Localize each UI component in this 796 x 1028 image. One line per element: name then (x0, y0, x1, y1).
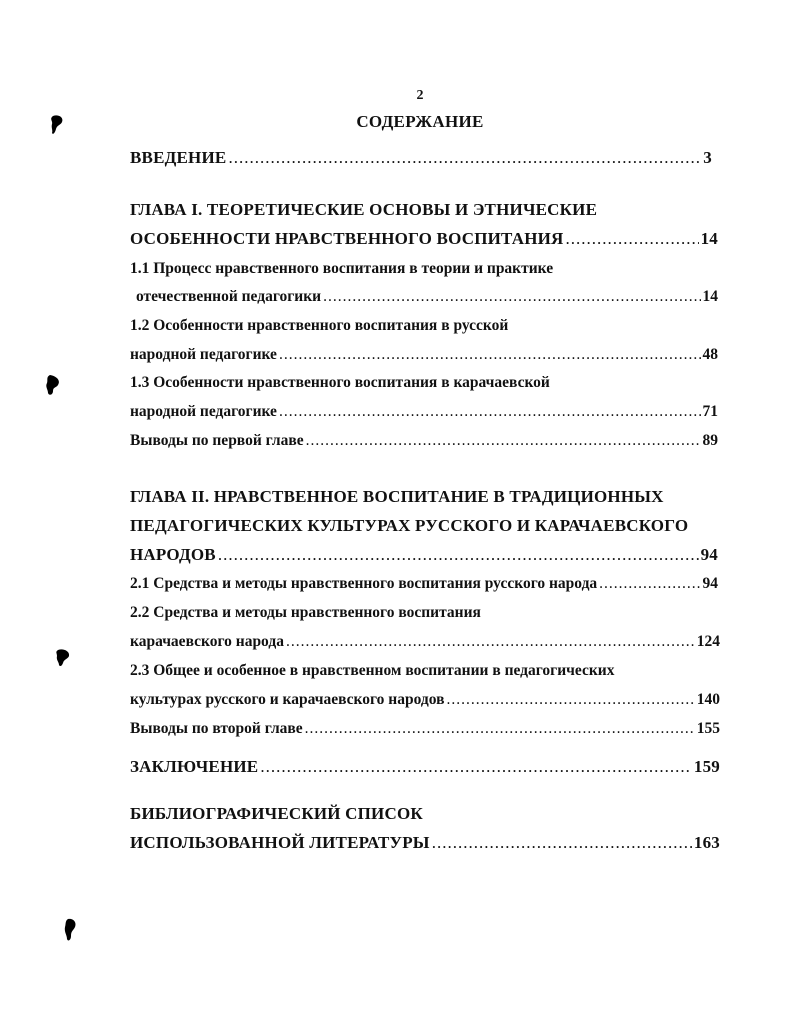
punch-mark-icon (44, 112, 70, 138)
leader-dots (260, 757, 692, 777)
toc-chapter2-heading-line2: ПЕДАГОГИЧЕСКИХ КУЛЬТУРАХ РУССКОГО И КАРАЧАЕВСКОГО (130, 516, 689, 535)
toc-page-number: 94 (702, 575, 718, 592)
toc-entry-section-2-2[interactable] (130, 632, 720, 652)
toc-section-1-2-line1: 1.2 Особенности нравственного воспитания в русской (130, 317, 509, 334)
toc-entry-section-1-2[interactable] (130, 345, 718, 365)
toc-page-number: 124 (696, 633, 720, 650)
toc-page-number: 14 (702, 288, 718, 305)
toc-section-2-3-line1: 2.3 Общее и особенное в нравственном воспитании в педагогических (130, 662, 615, 679)
toc-page-number: 155 (696, 720, 720, 737)
leader-dots (599, 574, 700, 594)
toc-page-number: 89 (702, 432, 718, 449)
toc-entry-bibliography[interactable] (130, 833, 720, 853)
toc-bibliography-line1: БИБЛИОГРАФИЧЕСКИЙ СПИСОК (130, 804, 423, 823)
toc-entry-text: народной педагогике (130, 403, 277, 420)
leader-dots (306, 431, 701, 451)
punch-mark-icon (50, 645, 76, 671)
leader-dots (566, 229, 699, 249)
toc-entry-text: НАРОДОВ (130, 545, 216, 564)
toc-entry-text: Выводы по первой главе (130, 432, 304, 449)
toc-page-number: 14 (700, 229, 718, 248)
toc-entry-text: Выводы по второй главе (130, 720, 303, 737)
toc-page-number: 71 (702, 403, 718, 420)
leader-dots (305, 719, 695, 739)
toc-entry-text: ИСПОЛЬЗОВАННОЙ ЛИТЕРАТУРЫ (130, 833, 430, 852)
toc-entry-section-1-1[interactable] (136, 287, 718, 307)
toc-entry-introduction[interactable] (130, 148, 712, 168)
toc-section-2-2-line1: 2.2 Средства и методы нравственного воспитания (130, 604, 481, 621)
leader-dots (323, 287, 700, 307)
toc-chapter1-heading-line1: ГЛАВА I. ТЕОРЕТИЧЕСКИЕ ОСНОВЫ И ЭТНИЧЕСКИЕ (130, 200, 598, 219)
toc-entry-text: ВВЕДЕНИЕ (130, 148, 227, 167)
toc-entry-text: ЗАКЛЮЧЕНИЕ (130, 757, 259, 776)
toc-entry-text: народной педагогике (130, 346, 277, 363)
toc-page-number: 140 (696, 691, 720, 708)
leader-dots (286, 632, 695, 652)
punch-mark-icon (58, 915, 84, 945)
toc-entry-text: ОСОБЕННОСТИ НРАВСТВЕННОГО ВОСПИТАНИЯ (130, 229, 564, 248)
toc-entry-chapter1-conclusions[interactable] (130, 431, 718, 451)
toc-section-1-3-line1: 1.3 Особенности нравственного воспитания в карачаевской (130, 374, 550, 391)
toc-entry-chapter2-conclusions[interactable] (130, 719, 720, 739)
toc-page-number: 3 (703, 148, 712, 167)
punch-mark-icon (40, 372, 66, 398)
toc-chapter2-heading-line1: ГЛАВА II. НРАВСТВЕННОЕ ВОСПИТАНИЕ В ТРАДИЦИОННЫХ (130, 487, 664, 506)
page-title: СОДЕРЖАНИЕ (356, 112, 484, 131)
leader-dots (279, 345, 701, 365)
toc-page-number: 48 (702, 346, 718, 363)
toc-entry-section-1-3[interactable] (130, 402, 718, 422)
toc-entry-conclusion[interactable] (130, 757, 720, 777)
leader-dots (446, 690, 694, 710)
toc-entry-chapter1[interactable] (130, 229, 718, 249)
toc-page-number: 163 (693, 833, 720, 852)
toc-entry-text: культурах русского и карачаевского народов (130, 691, 445, 708)
toc-entry-text: отечественной педагогики (136, 288, 322, 305)
toc-section-1-1-line1: 1.1 Процесс нравственного воспитания в теории и практике (130, 260, 554, 277)
toc-entry-section-2-1[interactable] (130, 574, 718, 594)
leader-dots (218, 545, 699, 565)
toc-entry-chapter2[interactable] (130, 545, 718, 565)
toc-page-number: 159 (693, 757, 720, 776)
toc-entry-text: карачаевского народа (130, 633, 284, 650)
leader-dots (432, 833, 692, 853)
toc-page-number: 94 (700, 545, 718, 564)
toc-entry-section-2-3[interactable] (130, 690, 720, 710)
leader-dots (228, 148, 701, 168)
leader-dots (279, 402, 701, 422)
toc-entry-text: 2.1 Средства и методы нравственного воспитания русского народа (130, 575, 598, 592)
page-number: 2 (416, 88, 424, 103)
